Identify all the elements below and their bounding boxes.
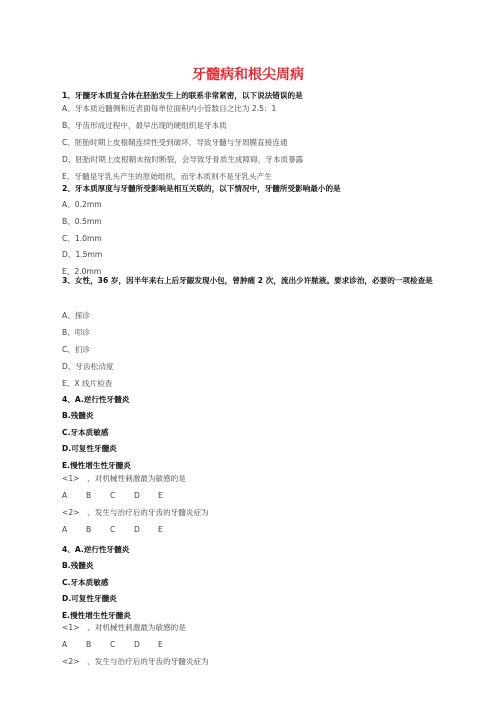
question-4-sub-1: <1> 、对机械性刺激最为敏感的是 — [62, 474, 186, 483]
question-3-option-c: C、扪诊 — [62, 345, 91, 354]
choice-e[interactable]: E — [158, 525, 163, 534]
choice-b[interactable]: B — [86, 491, 92, 500]
question-3-option-d: D、牙齿松动度 — [62, 362, 114, 371]
question-3-option-b: B、叩诊 — [62, 328, 90, 337]
choice-c[interactable]: C — [110, 640, 116, 649]
question-4-sub-1-choices — [62, 490, 442, 501]
choice-e[interactable]: E — [158, 491, 163, 500]
question-4-repeat-item-e: E.慢性增生性牙髓炎 — [62, 611, 131, 620]
question-2-option-b: B、0.5mm — [62, 217, 102, 226]
question-1-option-e: E、牙髓是牙乳头产生的原始组织，而牙本质则不是牙乳头产生 — [62, 172, 272, 181]
question-1-option-a: A、牙本质近髓侧和近表面每单位面积内小管数目之比为 2.5：1 — [62, 104, 277, 113]
question-4-item-b: B.残髓炎 — [62, 411, 94, 420]
question-4-repeat-item-c: C.牙本质敏感 — [62, 578, 109, 587]
question-2-option-e: E、2.0mm — [62, 267, 102, 276]
question-1-option-b: B、牙齿形成过程中，最早出现的硬组织是牙本质 — [62, 121, 227, 130]
choice-c[interactable]: C — [110, 491, 116, 500]
question-4-repeat-item-d: D.可复性牙髓炎 — [62, 594, 117, 603]
question-4-sub-2: <2> 、发生与治疗后的牙齿的牙髓炎症为 — [62, 508, 209, 517]
choice-c[interactable]: C — [110, 525, 116, 534]
question-4-repeat-sub-1: <1> 、对机械性刺激最为敏感的是 — [62, 623, 186, 632]
choice-d[interactable]: D — [134, 640, 140, 649]
question-2-option-c: C、1.0mm — [62, 234, 102, 243]
choice-d[interactable]: D — [134, 491, 140, 500]
choice-a[interactable]: A — [62, 640, 68, 649]
question-2-option-d: D、1.5mm — [62, 250, 103, 259]
page-title: 牙髓病和根尖周病 — [192, 67, 304, 83]
question-3-stem: 3、女性，36 岁，因半年来右上后牙龈发现小包，曾肿痛 2 次，流出少许脓液。要求诊治，必要的一项检查是 — [62, 276, 433, 285]
question-4-repeat-sub-1-choices — [62, 639, 442, 650]
question-3-option-a: A、探诊 — [62, 311, 90, 320]
question-4-item-a: 4、A.逆行性牙髓炎 — [62, 395, 130, 404]
question-4-repeat-sub-2: <2> 、发生与治疗后的牙齿的牙髓炎症为 — [62, 657, 209, 666]
question-2-stem: 2、牙本质厚度与牙髓所受影响是相互关联的，以下情况中，牙髓所受影响最小的是 — [62, 184, 341, 193]
choice-b[interactable]: B — [86, 640, 92, 649]
question-4-repeat-item-b: B.残髓炎 — [62, 561, 94, 570]
question-4-item-d: D.可复性牙髓炎 — [62, 444, 117, 453]
question-4-repeat-item-a: 4、A.逆行性牙髓炎 — [62, 545, 130, 554]
question-1-option-c: C、胚胎时期上皮根鞘连续性受到破坏，导致牙髓与牙周膜直接连通 — [62, 138, 288, 147]
question-4-sub-2-choices — [62, 524, 442, 535]
question-4-item-e: E.慢性增生性牙髓炎 — [62, 461, 131, 470]
choice-a[interactable]: A — [62, 491, 68, 500]
question-1-option-d: D、胚胎时期上皮根鞘未按时断裂，会导致牙骨质生成障碍，牙本质暴露 — [62, 155, 304, 164]
question-3-option-e: E、X 线片检查 — [62, 379, 113, 388]
question-1-stem: 1、牙髓牙本质复合体在胚胎发生上的联系非常紧密，以下说法错误的是 — [62, 91, 303, 100]
question-2-option-a: A、0.2mm — [62, 200, 102, 209]
choice-a[interactable]: A — [62, 525, 68, 534]
choice-b[interactable]: B — [86, 525, 92, 534]
question-4-item-c: C.牙本质敏感 — [62, 428, 109, 437]
choice-e[interactable]: E — [158, 640, 163, 649]
choice-d[interactable]: D — [134, 525, 140, 534]
